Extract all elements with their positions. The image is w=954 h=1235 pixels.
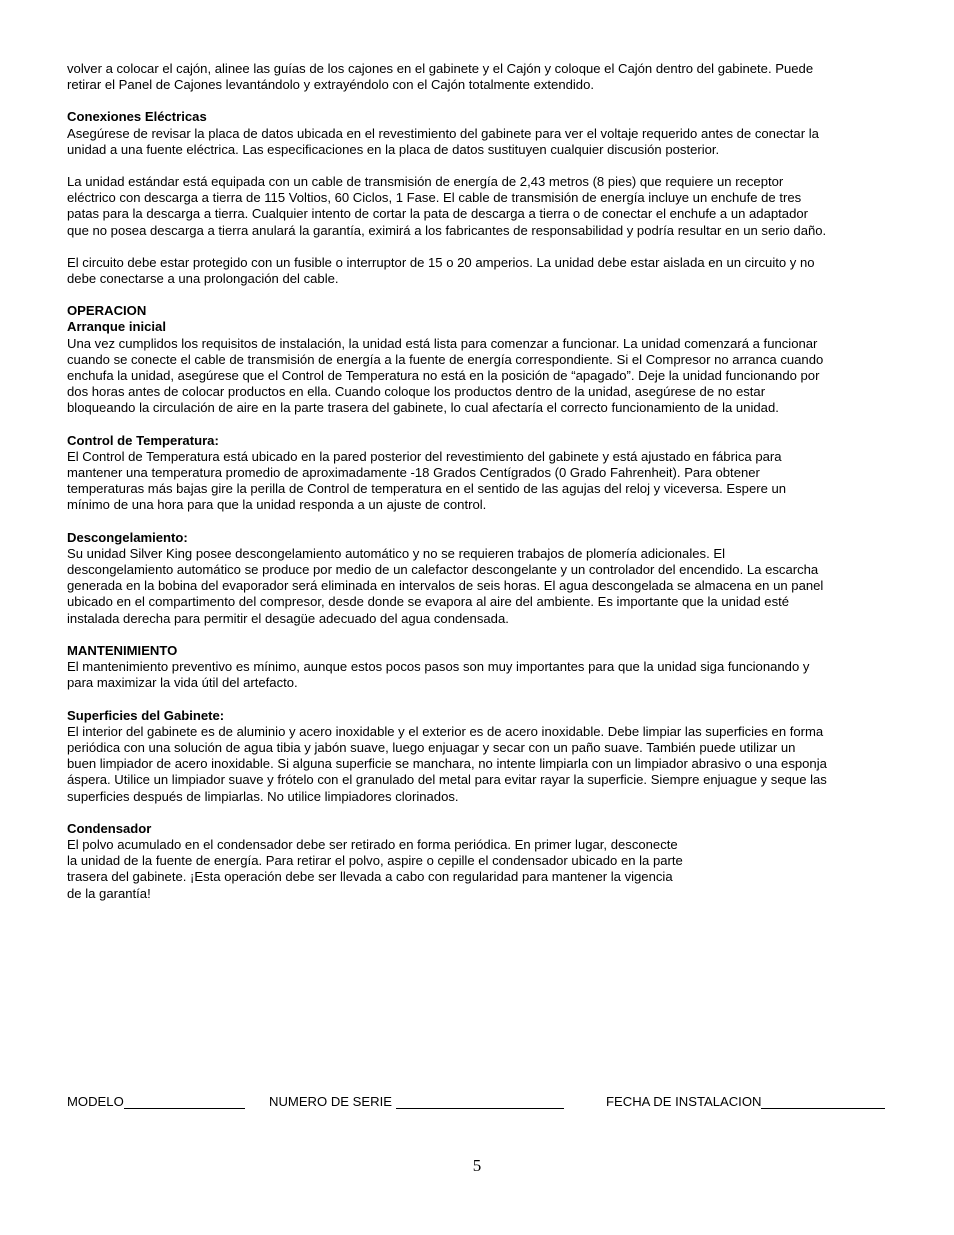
conexiones-p2: La unidad estándar está equipada con un cable de transmisión de energía de 2,43 metros (8 pies) que requiere un receptor eléctrico con descarga a tierra de 115 Voltios, 60 Ciclos, 1 Fase. El cable de transmisión de energía incluye un enchufe de tres patas para la descarga a tierra. Cualquier intento de cortar la pata de descarga a tierra o de conectar el enchufe a un adaptador que no posea descarga a tierra anulará la garantía, eximirá a los fabricantes de responsabilidad y podría resultar en un serio daño. [67, 174, 827, 238]
fecha-label: FECHA DE INSTALACION [606, 1094, 762, 1109]
descongelamiento-text: Su unidad Silver King posee descongelamiento automático y no se requieren trabajos de plomería adicionales. El descongelamiento automático se produce por medio de un calefactor descongelante y un controlador del encendido. La escarcha generada en la bobina del evaporador será eliminada en intervalos de seis horas. El agua descongelada se almacena en un panel ubicado en el compartimento del compresor, desde donde se evapora al aire del ambiente. Es importante que la unidad esté instalada derecha para permitir el desagüe adecuado del agua condensada. [67, 545, 824, 626]
section-superficies [67, 708, 891, 805]
page-number: 5 [472, 1156, 482, 1175]
conexiones-heading: Conexiones Eléctricas [67, 109, 207, 125]
intro-paragraph: volver a colocar el cajón, alinee las guías de los cajones en el gabinete y el Cajón y coloque el Cajón dentro del gabinete. Puede retirar el Panel de Cajones levantándolo y extrayéndolo con el Cajón totalmente extendido. [67, 61, 814, 93]
section-descongelamiento [67, 530, 891, 627]
mantenimiento-heading: MANTENIMIENTO [67, 642, 178, 658]
serie-field [269, 1094, 564, 1109]
arranque-heading: Arranque inicial [67, 319, 166, 335]
fecha-field [606, 1094, 885, 1109]
document-body [67, 61, 891, 918]
mantenimiento-text: El mantenimiento preventivo es mínimo, aunque estos pocos pasos son muy importantes para que la unidad siga funcionando y para maximizar la vida útil del artefacto. [67, 659, 810, 691]
descongelamiento-heading: Descongelamiento: [67, 529, 188, 545]
modelo-field [67, 1094, 245, 1109]
condensador-heading: Condensador [67, 820, 152, 836]
section-operacion [67, 303, 891, 416]
superficies-text: El interior del gabinete es de aluminio y acero inoxidable y el exterior es de acero inoxidable. Debe limpiar las superficies en forma periódica con una solución de agua tibia y jabón suave, luego enjuagar y secar con un paño suave. También puede utilizar un buen limpiador de acero inoxidable. Si alguna superficie se manchara, no intente limpiarla con un limpiador abrasivo o una esponja áspera. Utilice un limpiador suave y frótelo con el granulado del metal para evitar rayar la superficie. Siempre enjuague y seque las superficies después de limpiarlas. No utilice limpiadores clorinados. [67, 723, 827, 804]
modelo-label: MODELO [67, 1094, 124, 1109]
section-mantenimiento [67, 643, 891, 692]
mantenimiento-paragraph [67, 643, 891, 692]
record-fields [67, 1094, 899, 1114]
operacion-heading: OPERACION [67, 303, 147, 319]
section-conexiones [67, 109, 891, 287]
superficies-paragraph [67, 708, 891, 805]
conexiones-p1 [67, 109, 891, 158]
conexiones-p3: El circuito debe estar protegido con un fusible o interruptor de 15 o 20 amperios. La unidad debe estar aislada en un circuito y no debe conectarse a una prolongación del cable. [67, 254, 815, 287]
modelo-blank-line[interactable] [124, 1094, 245, 1109]
section-condensador [67, 821, 891, 902]
control-text: El Control de Temperatura está ubicado en la pared posterior del revestimiento del gabinete y está ajustado en fábrica para mantener una temperatura promedio de aproximadamente -18 Grados Centígrados (0 Grado Fahrenheit). Para obtener temperaturas más bajas gire la perilla de Control de temperatura en el sentido de las agujas del reloj y viceversa. Espere un mínimo de una hora para que la unidad responda a un ajuste de control. [67, 448, 787, 513]
serie-blank-line[interactable] [396, 1094, 564, 1109]
control-heading: Control de Temperatura: [67, 432, 219, 448]
condensador-text: El polvo acumulado en el condensador debe ser retirado en forma periódica. En primer lugar, desconecte la unidad de la fuente de energía. Para retirar el polvo, aspire o cepille el condensador ubicado en la parte trasera del gabinete. ¡Esta operación debe ser llevada a cabo con regularidad para mantener la vigencia de la garantía! [67, 836, 683, 901]
serie-label: NUMERO DE SERIE [269, 1094, 392, 1109]
condensador-paragraph [67, 821, 732, 902]
descongelamiento-paragraph [67, 530, 891, 627]
superficies-heading: Superficies del Gabinete: [67, 707, 225, 723]
operacion-text: Una vez cumplidos los requisitos de instalación, la unidad está lista para comenzar a funcionar. La unidad comenzará a funcionar cuando se conecte el cable de transmisión de energía a la fuente de energía correspondiente. Si el Compresor no arranca cuando enchufa la unidad, asegúrese que el Control de Temperatura no está en la posición de “apagado”. Deje la unidad funcionando por dos horas antes de colocar productos en ella. Cuando coloque los productos dentro de la unidad, asegúrese de no estar bloqueando la circulación de aire en la parte trasera del gabinete, lo cual afectaría el correcto funcionamiento de la unidad. [67, 335, 824, 416]
fecha-blank-line[interactable] [761, 1094, 885, 1109]
operacion-paragraph [67, 303, 891, 416]
section-control [67, 433, 891, 514]
control-paragraph [67, 433, 891, 514]
conexiones-p1-text: Asegúrese de revisar la placa de datos ubicada en el revestimiento del gabinete para ver el voltaje requerido antes de conectar la unidad a una fuente eléctrica. Las especificaciones en la placa de datos sustituyen cualquier discusión posterior. [67, 125, 819, 157]
